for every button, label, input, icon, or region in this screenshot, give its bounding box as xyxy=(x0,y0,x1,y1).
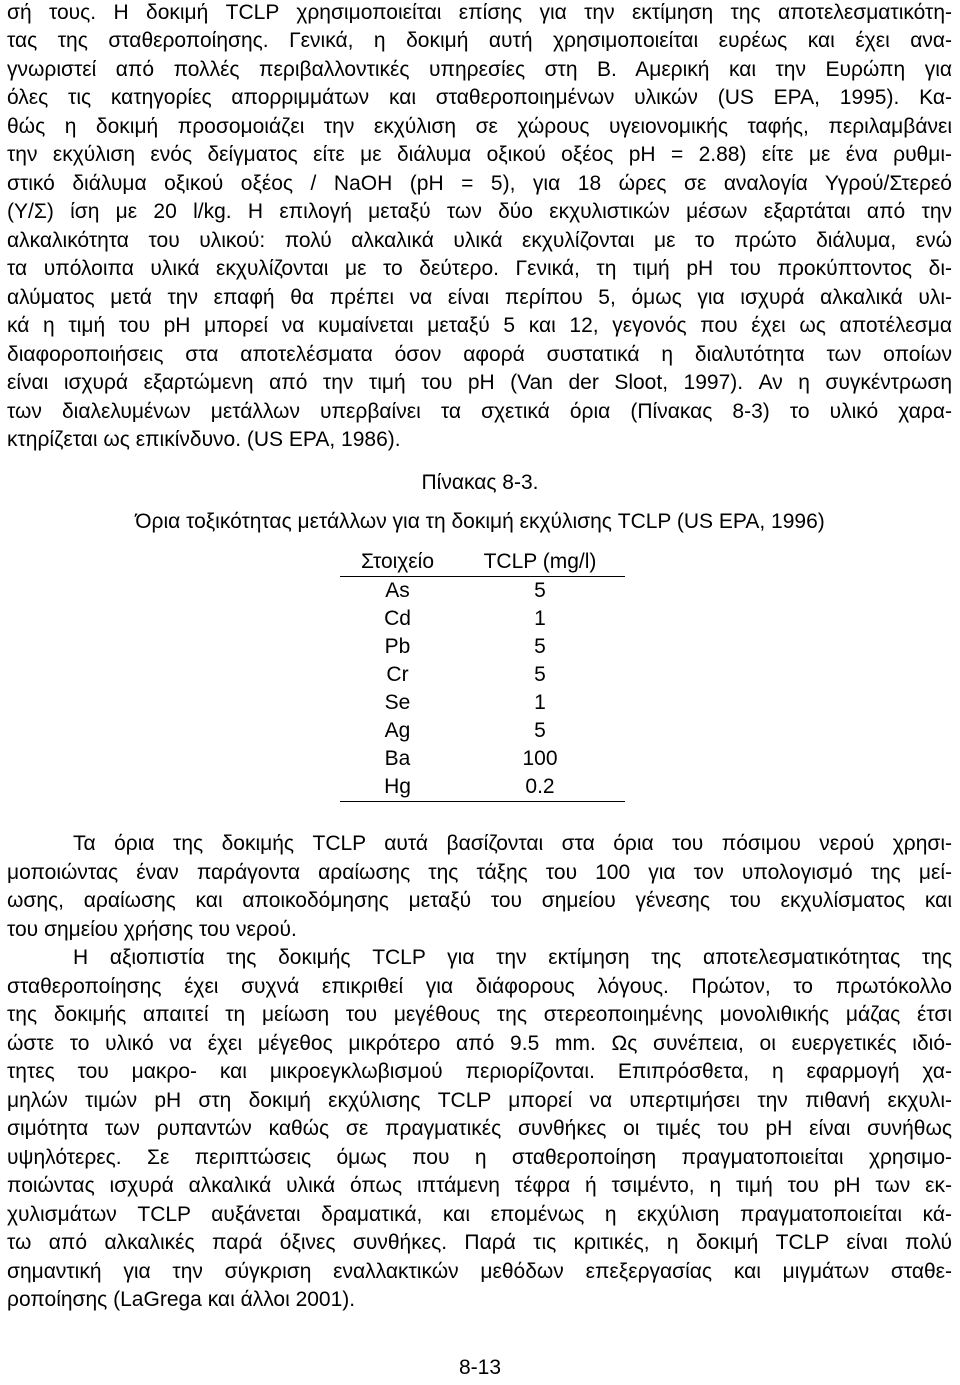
paragraph-3-line: Η αξιοπιστία της δοκιμής TCLP για την εκτίμηση της αποτελεσματικότητας της xyxy=(73,946,952,969)
paragraph-1-line: σή τους. Η δοκιμή TCLP χρησιμοποιείται επίσης για την εκτίμηση της αποτελεσματικότη- xyxy=(7,1,952,24)
element-cell: Se xyxy=(384,691,411,714)
table-row xyxy=(340,745,625,773)
paragraph-3-line: ποιώντας ισχυρά αλκαλικά υλικά όπως ιπτάμενη τέφρα ή τσιμέντο, η τιμή του pH των εκ- xyxy=(7,1174,952,1197)
table-row xyxy=(340,633,625,661)
paragraph-1-line: αλκαλικότητα του υλικού: πολύ αλκαλικά υλικά εκχυλίζονται με το πρώτο διάλυμα, ενώ xyxy=(7,229,952,252)
paragraph-3-line: χυλισμάτων TCLP αυξάνεται δραματικά, και επομένως η εκχύλιση πραγματοποιείται κά- xyxy=(7,1203,952,1226)
paragraph-1-line: διαφοροποιήσεις στα αποτελέσματα όσον αφορά συστατικά η διαλυτότητα των οποίων xyxy=(7,343,952,366)
paragraph-1-line: την εκχύλιση ενός δείγματος είτε με διάλυμα οξικού οξέος pH = 2.88) είτε με ένα ρυθμι- xyxy=(7,143,952,166)
value-cell: 5 xyxy=(534,663,546,686)
value-cell: 1 xyxy=(534,691,546,714)
tclp-limits-table xyxy=(340,548,625,802)
element-cell: Ag xyxy=(384,719,411,742)
paragraph-1-line: όλες τις κατηγορίες απορριμμάτων και σταθεροποιημένων υλικών (US EPA, 1995). Κα- xyxy=(7,86,952,109)
value-cell: 5 xyxy=(534,719,546,742)
table-row xyxy=(340,717,625,745)
paragraph-2-line: μοποιώντας έναν παράγοντα αραίωσης της τάξης του 100 για τον υπολογισμό της μεί- xyxy=(7,861,952,884)
table-caption: Όρια τοξικότητας μετάλλων για τη δοκιμή εκχύλισης TCLP (US EPA, 1996) xyxy=(135,510,825,533)
element-cell: Cd xyxy=(384,607,411,630)
table-header-row xyxy=(340,548,625,577)
paragraph-1-line: κτηρίζεται ως επικίνδυνο. (US EPA, 1986). xyxy=(7,428,401,451)
paragraph-2-line: ωσης, αραίωσης και αποικοδόμησης μεταξύ του σημείου γένεσης του εκχυλίσματος και xyxy=(7,889,952,912)
paragraph-3-line: ώστε το υλικό να έχει μέγεθος μικρότερο από 9.5 mm. Ως συνέπεια, οι ευεργετικές ιδιό- xyxy=(7,1032,952,1055)
paragraph-3-line: της δοκιμής απαιτεί τη μείωση του μεγέθους της στερεοποιημένης μονολιθικής μάζας έτσι xyxy=(7,1003,952,1026)
value-cell: 100 xyxy=(522,747,558,770)
paragraph-3-line: τω από αλκαλικές παρά όξινες συνθήκες. Παρά τις κριτικές, η δοκιμή TCLP είναι πολύ xyxy=(7,1231,952,1254)
column-header-tclp: TCLP (mg/l) xyxy=(455,548,625,577)
paragraph-1-line: θώς η δοκιμή προσομοιάζει την εκχύλιση σε χώρους υγειονομικής ταφής, περιλαμβάνει xyxy=(7,115,952,138)
element-cell: As xyxy=(385,579,410,602)
paragraph-3-line: ροποίησης (LaGrega και άλλοι 2001). xyxy=(7,1288,356,1311)
paragraph-3-line: τητες του μακρο- και μικροεγκλωβισμού περιορίζονται. Επιπρόσθετα, η εφαρμογή χα- xyxy=(7,1060,952,1083)
paragraph-3-line: σημαντική για την σύγκριση εναλλακτικών μεθόδων επεξεργασίας και μιγμάτων σταθε- xyxy=(7,1260,952,1283)
paragraph-1-line: τας της σταθεροποίησης. Γενικά, η δοκιμή αυτή χρησιμοποιείται ευρέως και έχει ανα- xyxy=(7,29,952,52)
value-cell: 1 xyxy=(534,607,546,630)
paragraph-2-line: Τα όρια της δοκιμής TCLP αυτά βασίζονται στα όρια του πόσιμου νερού χρησι- xyxy=(73,832,952,855)
element-cell: Cr xyxy=(386,663,409,686)
paragraph-1-line: γνωριστεί από πολλές περιβαλλοντικές υπηρεσίες στη Β. Αμερική και την Ευρώπη για xyxy=(7,58,952,81)
element-cell: Hg xyxy=(340,773,455,802)
table-row xyxy=(340,661,625,689)
table-row xyxy=(340,689,625,717)
table-row xyxy=(340,605,625,633)
paragraph-2-line: του σημείου χρήσης του νερού. xyxy=(7,918,297,941)
element-cell: Pb xyxy=(384,635,411,658)
paragraph-1-line: αλύματος μετά την επαφή θα πρέπει να είναι περίπου 5, όμως για ισχυρά αλκαλικά υλι- xyxy=(7,286,952,309)
table-label: Πίνακας 8-3. xyxy=(421,471,539,494)
paragraph-1-line: τα υπόλοιπα υλικά εκχυλίζονται με το δεύτερο. Γενικά, τη τιμή pH του προκύπτοντος δι- xyxy=(7,257,952,280)
paragraph-3-line: μηλών τιμών pH στη δοκιμή εκχύλισης TCLP μπορεί να υπερτιμήσει την πιθανή εκχυλι- xyxy=(7,1089,952,1112)
paragraph-1-line: κά η τιμή του pH μπορεί να κυμαίνεται μεταξύ 5 και 12, γεγονός που έχει ως αποτέλεσμα xyxy=(7,314,952,337)
paragraph-1-line: στικό διάλυμα οξικού οξέος / NaOH (pH = 5), για 18 ώρες σε αναλογία Υγρού/Στερεό xyxy=(7,172,952,195)
value-cell: 0.2 xyxy=(455,773,625,802)
page-number: 8-13 xyxy=(458,1356,502,1379)
table-row xyxy=(340,773,625,802)
paragraph-3-line: σιμότητα των ρυπαντών καθώς σε πραγματικές συνθήκες οι τιμές του pH είναι συνήθως xyxy=(7,1117,952,1140)
paragraph-3-line: σταθεροποίησης έχει συχνά επικριθεί για διάφορους λόγους. Πρώτον, το πρωτόκολλο xyxy=(7,975,952,998)
paragraph-1-line: (Υ/Σ) ίση με 20 l/kg. Η επιλογή μεταξύ των δύο εκχυλιστικών μέσων εξαρτάται από την xyxy=(7,200,952,223)
element-cell: Ba xyxy=(384,747,411,770)
value-cell: 5 xyxy=(534,635,546,658)
table-row xyxy=(340,577,625,606)
value-cell: 5 xyxy=(534,579,546,602)
column-header-element: Στοιχείο xyxy=(340,548,455,577)
paragraph-1-line: των διαλελυμένων μετάλλων υπερβαίνει τα σχετικά όρια (Πίνακας 8-3) το υλικό χαρα- xyxy=(7,400,952,423)
paragraph-3-line: υψηλότερες. Σε περιπτώσεις όμως που η σταθεροποίηση πραγματοποιείται χρησιμο- xyxy=(7,1146,952,1169)
paragraph-1-line: είναι ισχυρά εξαρτώμενη από την τιμή του pH (Van der Sloot, 1997). Αν η συγκέντρωση xyxy=(7,371,952,394)
